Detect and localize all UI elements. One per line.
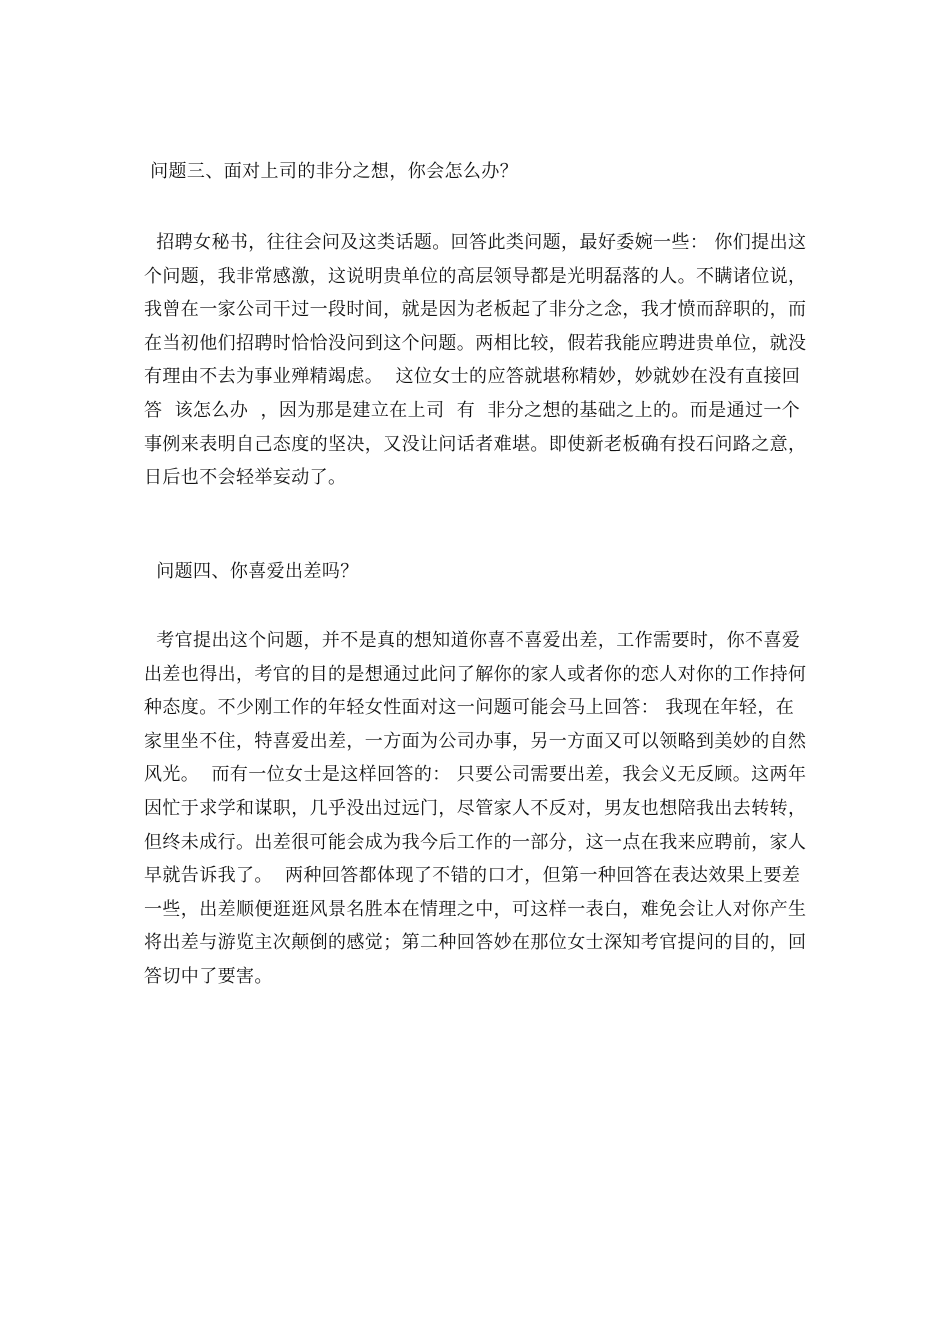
question-three-answer: 招聘女秘书，往往会问及这类话题。回答此类问题，最好委婉一些： 你们提出这个问题，我非常感激，这说明贵单位的高层领导都是光明磊落的人。不瞒诸位说，我曾在一家公司干过一段时间，就是因为老板起了非分之念，我才愤而辞职的，而在当初他们招聘时恰恰没问到这个问题。两相比较，假若我能应聘进贵单位，就没有理由不去为事业殚精竭虑。 这位女士的应答就堪称精妙，妙就妙在没有直接回答 该怎么办 ，因为那是建立在上司 有 非分之想的基础之上的。而是通过一个事例来表明自己态度的坚决，又没让问话者难堪。即使新老板确有投石问路之意，日后也不会轻举妄动了。: [144, 232, 807, 489]
question-three-heading: 问题三、面对上司的非分之想，你会怎么办？: [144, 161, 519, 182]
question-four-heading: 问题四、你喜爱出差吗？: [144, 561, 359, 582]
question-four-answer: 考官提出这个问题，并不是真的想知道你喜不喜爱出差，工作需要时，你不喜爱出差也得出，考官的目的是想通过此问了解你的家人或者你的恋人对你的工作持何种态度。不少刚工作的年轻女性面对这一问题可能会马上回答： 我现在年轻，在家里坐不住，特喜爱出差，一方面为公司办事，另一方面又可以领略到美妙的自然风光。 而有一位女士是这样回答的： 只要公司需要出差，我会义无反顾。这两年因忙于求学和谋职，几乎没出过远门，尽管家人不反对，男友也想陪我出去转转，但终未成行。出差很可能会成为我今后工作的一部分，这一点在我来应聘前，家人早就告诉我了。 两种回答都体现了不错的口才，但第一种回答在表达效果上要差一些，出差顺便逛逛风景名胜本在情理之中，可这样一表白，难免会让人对你产生将出差与游览主次颠倒的感觉；第二种回答妙在那位女士深知考官提问的目的，回答切中了要害。: [144, 630, 807, 987]
